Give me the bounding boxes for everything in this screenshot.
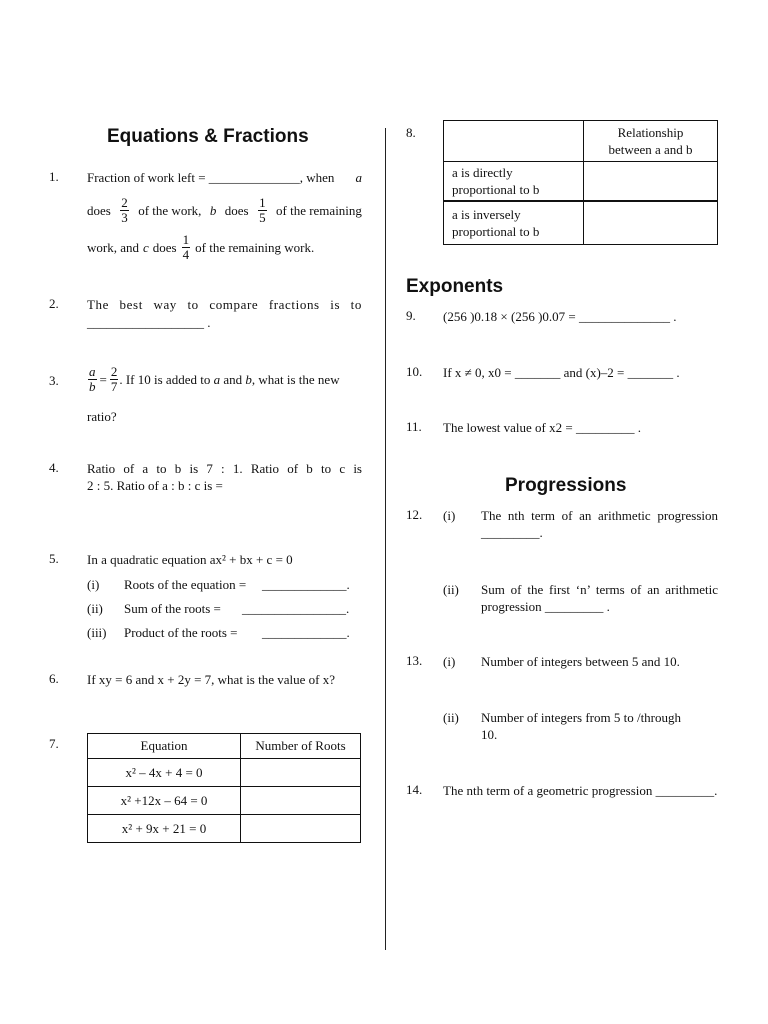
q4-line2: 2 : 5. Ratio of a : b : c is = — [87, 478, 223, 493]
q3-fraction-a-b: $\frac{a}{b}$ — [89, 364, 96, 394]
question-number-11: 11. — [406, 419, 422, 434]
q1-does3: does — [152, 240, 177, 255]
q2-line1: The best way to compare fractions is to — [87, 297, 362, 312]
q1-fraction-2-3: $\frac{2}{3}$ — [121, 195, 128, 225]
q7-table — [87, 733, 361, 843]
question-number-13: 13. — [406, 653, 423, 668]
q1-line2 — [87, 196, 362, 225]
q3-var-b: b — [245, 372, 252, 387]
q1-var-c: c — [143, 240, 149, 255]
q5-stem: In a quadratic equation ax² + bx + c = 0 — [87, 552, 293, 567]
q13-i-roman: (i) — [443, 654, 456, 669]
q3-and: and — [223, 372, 243, 387]
question-1 — [87, 169, 362, 186]
q8-header-empty — [444, 121, 584, 162]
q13-i-text: Number of integers between 5 and 10. — [481, 654, 680, 669]
q5-item-iii-label: Product of the roots = — [124, 625, 238, 640]
q8-answer-cell-2[interactable] — [584, 201, 718, 245]
q8-header-relationship: Relationship between a and b — [584, 121, 718, 162]
table-row — [444, 162, 718, 202]
question-number-3: 3. — [49, 373, 59, 388]
q6-text: If xy = 6 and x + 2y = 7, what is the value of x? — [87, 672, 335, 687]
question-number-6: 6. — [49, 671, 59, 686]
q1-does1: does — [87, 203, 111, 218]
q4-line1: Ratio of a to b is 7 : 1. Ratio of b to c is — [87, 461, 362, 476]
q5-item-iii-roman: (iii) — [87, 625, 107, 640]
q8-row-inverse: a is inversely proportional to b — [444, 201, 584, 245]
q5-item-ii-blank: ________________. — [242, 601, 350, 616]
q5-item-i-roman: (i) — [87, 577, 100, 592]
q7-equation-2: x² +12x – 64 = 0 — [88, 787, 241, 815]
q3-text1: . If 10 is added to — [119, 372, 211, 387]
q13-ii-line1: Number of integers from 5 to /through — [481, 710, 682, 725]
q3-line1 — [87, 365, 340, 394]
q12-i-line2: _________. — [481, 525, 543, 540]
q3-line2: ratio? — [87, 409, 117, 424]
q2-line2: __________________ . — [87, 315, 211, 330]
q1-line3 — [87, 233, 314, 262]
q5-item-ii-roman: (ii) — [87, 601, 103, 616]
q7-equation-3: x² + 9x + 21 = 0 — [88, 815, 241, 843]
q1-var-b: b — [209, 203, 217, 218]
q1-work-and: work, and — [87, 240, 139, 255]
q3-var-a: a — [213, 372, 221, 387]
q10-text: If x ≠ 0, x0 = _______ and (x)–2 = _______ . — [443, 365, 680, 380]
section-title-progressions: Progressions — [505, 475, 627, 496]
q12-i-roman: (i) — [443, 508, 456, 523]
section-title-exponents: Exponents — [406, 276, 504, 297]
q8-row-direct: a is directly proportional to b — [444, 162, 584, 202]
q1-fraction-1-5: $\frac{1}{5}$ — [259, 195, 266, 225]
q8-table — [443, 120, 718, 245]
q3-fraction-2-7: $\frac{2}{7}$ — [110, 364, 118, 394]
q3-equals: = — [99, 372, 107, 387]
q7-table-header — [88, 734, 361, 759]
q5-item-ii-label: Sum of the roots = — [124, 601, 221, 616]
q7-header-equation: Equation — [88, 734, 241, 759]
q7-equation-1: x² – 4x + 4 = 0 — [88, 759, 241, 787]
q1-line1: Fraction of work left = ______________, when — [87, 170, 335, 185]
q8-answer-cell-1[interactable] — [584, 162, 718, 202]
table-row — [88, 787, 361, 815]
question-number-1: 1. — [49, 169, 59, 184]
q5-item-iii-blank: _____________. — [262, 625, 350, 640]
q7-answer-cell-3[interactable] — [241, 815, 361, 843]
question-number-9: 9. — [406, 308, 416, 323]
q1-of-remaining-work: of the remaining work. — [195, 240, 315, 255]
q14-text: The nth term of a geometric progression _________. — [443, 783, 718, 798]
q12-ii-roman: (ii) — [443, 582, 459, 597]
question-number-7: 7. — [49, 736, 59, 751]
q7-answer-cell-1[interactable] — [241, 759, 361, 787]
q3-text2: , what is the new — [251, 372, 340, 387]
q12-i-line1: The nth term of an arithmetic progression — [481, 508, 718, 523]
q11-text: The lowest value of x2 = _________ . — [443, 420, 641, 435]
q8-table-header — [444, 121, 718, 162]
section-title-equations-fractions: Equations & Fractions — [107, 126, 309, 147]
question-number-14: 14. — [406, 782, 423, 797]
q1-fraction-1-4: $\frac{1}{4}$ — [182, 232, 190, 262]
q1-of-work: of the work, — [138, 203, 202, 218]
table-row — [88, 759, 361, 787]
q7-answer-cell-2[interactable] — [241, 787, 361, 815]
question-number-2: 2. — [49, 296, 59, 311]
q9-text: (256 )0.18 × (256 )0.07 = ______________ . — [443, 309, 677, 324]
column-divider — [385, 128, 386, 950]
q12-ii-line1: Sum of the first ‘n’ terms of an arithmetic — [481, 582, 718, 597]
table-row — [88, 815, 361, 843]
q12-ii-line2: progression _________ . — [481, 599, 610, 614]
q1-does2: does — [224, 203, 249, 218]
q5-item-i-blank: _____________. — [262, 577, 350, 592]
question-number-4: 4. — [49, 460, 59, 475]
q5-item-i-label: Roots of the equation = — [124, 577, 247, 592]
question-number-10: 10. — [406, 364, 423, 379]
question-number-12: 12. — [406, 507, 423, 522]
q13-ii-roman: (ii) — [443, 710, 459, 725]
q7-header-number-of-roots: Number of Roots — [241, 734, 361, 759]
q1-of-remaining: of the remaining — [276, 203, 362, 218]
question-number-5: 5. — [49, 551, 59, 566]
question-number-8: 8. — [406, 125, 416, 140]
q13-ii-line2: 10. — [481, 727, 498, 742]
q1-var-a: a — [355, 170, 362, 185]
table-row — [444, 201, 718, 245]
